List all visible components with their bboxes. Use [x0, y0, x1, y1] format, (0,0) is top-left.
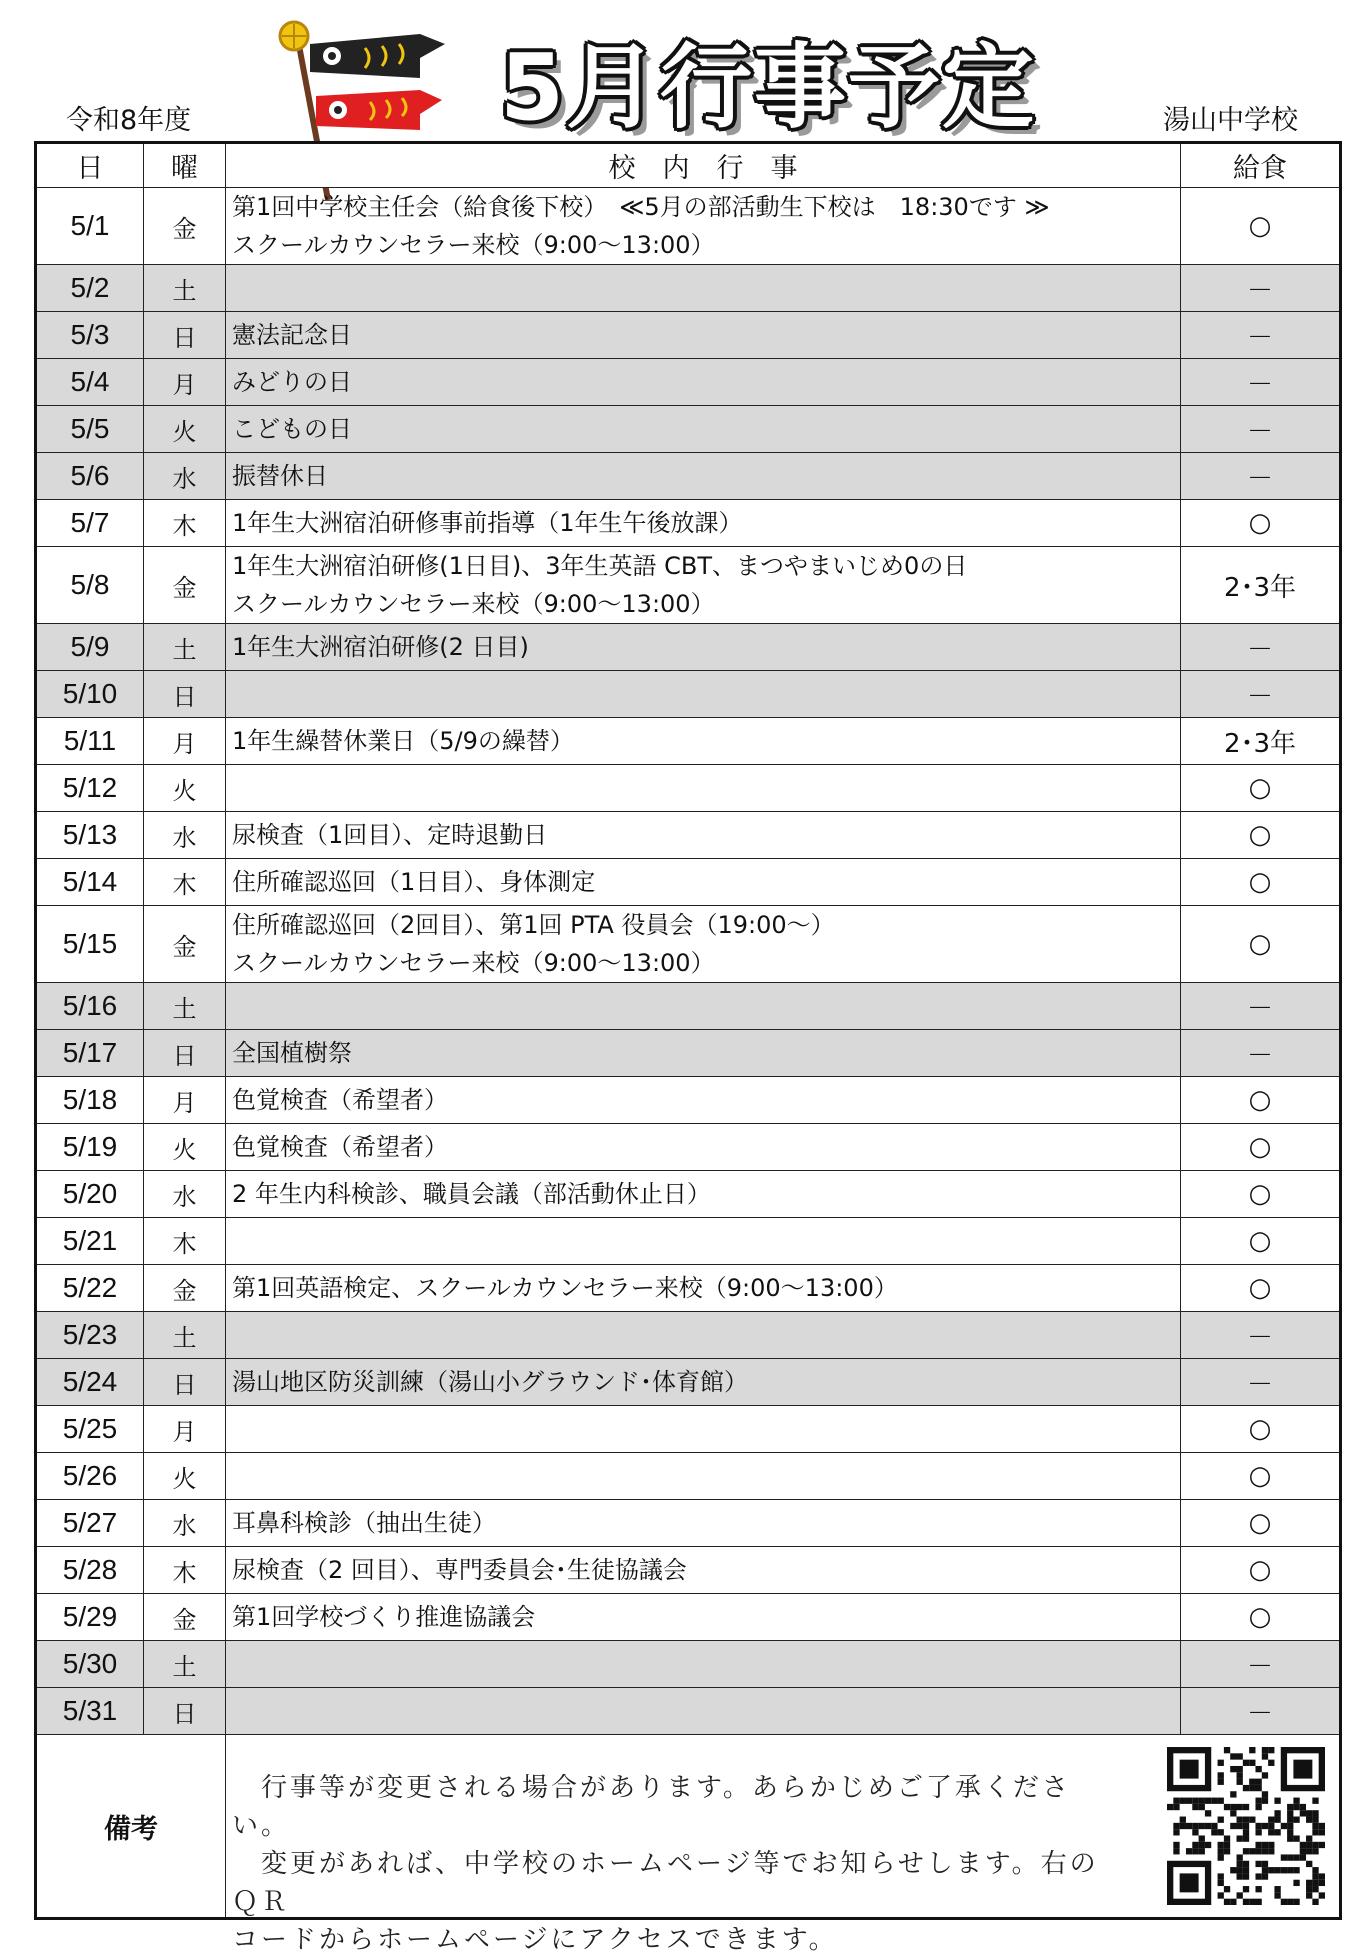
row-events [226, 406, 1181, 453]
row-date: 5/15 [36, 906, 144, 983]
header-events: 校 内 行 事 [226, 143, 1181, 188]
schedule-row [36, 1500, 1341, 1547]
row-events [226, 1359, 1181, 1406]
event-line: 第1回中学校主任会（給食後下校） ≪5月の部活動生下校は 18:30です ≫ [232, 193, 1050, 221]
row-day-of-week: 日 [144, 1030, 226, 1077]
notes-line: 変更があれば、中学校のホームページ等でお知らせします。右のＱＲ [232, 1849, 1099, 1917]
event-line: 第1回学校づくり推進協議会 [232, 1603, 536, 1631]
row-lunch: － [1181, 453, 1341, 500]
schedule-row [36, 1030, 1341, 1077]
schedule-row [36, 1547, 1341, 1594]
row-events [226, 983, 1181, 1030]
row-day-of-week: 金 [144, 1594, 226, 1641]
row-date: 5/26 [36, 1453, 144, 1500]
row-events [226, 1594, 1181, 1641]
row-events [226, 718, 1181, 765]
row-date: 5/8 [36, 547, 144, 624]
row-date: 5/25 [36, 1406, 144, 1453]
schedule-row [36, 265, 1341, 312]
row-date: 5/16 [36, 983, 144, 1030]
event-line: スクールカウンセラー来校（9:00～13:00） [232, 231, 715, 259]
row-lunch: － [1181, 359, 1341, 406]
row-date: 5/9 [36, 624, 144, 671]
row-lunch: ○ [1181, 1547, 1341, 1594]
row-day-of-week: 水 [144, 453, 226, 500]
event-line: 耳鼻科検診（抽出生徒） [232, 1509, 496, 1537]
row-date: 5/13 [36, 812, 144, 859]
schedule-row [36, 1265, 1341, 1312]
event-line: 色覚検査（希望者） [232, 1133, 448, 1161]
row-events [226, 1030, 1181, 1077]
schedule-row [36, 624, 1341, 671]
header-lunch: 給食 [1181, 143, 1341, 188]
row-events [226, 1500, 1181, 1547]
schedule-row [36, 1406, 1341, 1453]
row-lunch: 2･3年 [1181, 547, 1341, 624]
row-lunch: ○ [1181, 188, 1341, 265]
row-day-of-week: 月 [144, 359, 226, 406]
notes-row [36, 1735, 1341, 1919]
row-events [226, 1453, 1181, 1500]
row-day-of-week: 日 [144, 1359, 226, 1406]
row-events [226, 500, 1181, 547]
schedule-row [36, 983, 1341, 1030]
schedule-row [36, 547, 1341, 624]
row-lunch: ○ [1181, 906, 1341, 983]
row-events [226, 1171, 1181, 1218]
fiscal-year-label: 令和8年度 [66, 105, 192, 136]
schedule-row [36, 718, 1341, 765]
row-day-of-week: 火 [144, 1453, 226, 1500]
row-events [226, 906, 1181, 983]
row-events [226, 1312, 1181, 1359]
schedule-row [36, 906, 1341, 983]
row-events [226, 359, 1181, 406]
row-date: 5/23 [36, 1312, 144, 1359]
event-line: 憲法記念日 [232, 321, 352, 349]
row-lunch: － [1181, 1030, 1341, 1077]
row-events [226, 1406, 1181, 1453]
row-day-of-week: 木 [144, 500, 226, 547]
event-line: こどもの日 [232, 415, 352, 443]
row-date: 5/7 [36, 500, 144, 547]
event-line: スクールカウンセラー来校（9:00～13:00） [232, 949, 715, 977]
event-line: 1年生繰替休業日（5/9の繰替） [232, 727, 574, 755]
schedule-row [36, 1124, 1341, 1171]
row-day-of-week: 火 [144, 765, 226, 812]
schedule-row [36, 312, 1341, 359]
row-day-of-week: 木 [144, 859, 226, 906]
header-day-of-week: 曜 [144, 143, 226, 188]
row-events [226, 765, 1181, 812]
row-day-of-week: 木 [144, 1218, 226, 1265]
qr-code-icon[interactable] [1167, 1747, 1325, 1905]
schedule-row [36, 1171, 1341, 1218]
schedule-row [36, 812, 1341, 859]
event-line: 住所確認巡回（2回目）、第1回 PTA 役員会（19:00～） [232, 911, 835, 939]
row-lunch: － [1181, 1359, 1341, 1406]
row-date: 5/22 [36, 1265, 144, 1312]
row-lunch: － [1181, 312, 1341, 359]
event-line: 2 年生内科検診、職員会議（部活動休止日） [232, 1180, 711, 1208]
row-events [226, 1218, 1181, 1265]
row-day-of-week: 土 [144, 1312, 226, 1359]
page-title: 5月行事予定 [500, 34, 1037, 141]
schedule-row [36, 188, 1341, 265]
row-day-of-week: 金 [144, 547, 226, 624]
header-date: 日 [36, 143, 144, 188]
row-lunch: ○ [1181, 500, 1341, 547]
event-line: 湯山地区防災訓練（湯山小グラウンド･体育館） [232, 1368, 748, 1396]
notes-line: 行事等が変更される場合があります。あらかじめご了承ください。 [232, 1773, 1071, 1841]
row-day-of-week: 土 [144, 624, 226, 671]
row-day-of-week: 日 [144, 671, 226, 718]
row-date: 5/18 [36, 1077, 144, 1124]
row-day-of-week: 水 [144, 1171, 226, 1218]
event-line: 色覚検査（希望者） [232, 1086, 448, 1114]
row-lunch: － [1181, 406, 1341, 453]
row-events [226, 265, 1181, 312]
schedule-row [36, 453, 1341, 500]
schedule-body [36, 188, 1341, 1735]
event-line: 1年生大洲宿泊研修(2 日目) [232, 633, 529, 661]
schedule-row [36, 765, 1341, 812]
row-day-of-week: 火 [144, 406, 226, 453]
schedule-row [36, 1359, 1341, 1406]
row-events [226, 1077, 1181, 1124]
row-day-of-week: 月 [144, 1077, 226, 1124]
schedule-row [36, 1453, 1341, 1500]
row-lunch: ○ [1181, 812, 1341, 859]
row-day-of-week: 土 [144, 1641, 226, 1688]
row-lunch: － [1181, 265, 1341, 312]
row-date: 5/27 [36, 1500, 144, 1547]
row-lunch: ○ [1181, 1500, 1341, 1547]
row-day-of-week: 水 [144, 812, 226, 859]
row-date: 5/31 [36, 1688, 144, 1735]
event-line: 第1回英語検定、スクールカウンセラー来校（9:00～13:00） [232, 1274, 898, 1302]
table-header-row [36, 143, 1341, 188]
event-line: 尿検査（2 回目）、専門委員会･生徒協議会 [232, 1556, 687, 1584]
schedule-row [36, 1218, 1341, 1265]
row-date: 5/1 [36, 188, 144, 265]
event-line: 1年生大洲宿泊研修事前指導（1年生午後放課） [232, 509, 743, 537]
row-date: 5/6 [36, 453, 144, 500]
row-day-of-week: 日 [144, 312, 226, 359]
row-events [226, 671, 1181, 718]
schedule-row [36, 500, 1341, 547]
row-date: 5/12 [36, 765, 144, 812]
notes-text [232, 1769, 1112, 1959]
row-date: 5/14 [36, 859, 144, 906]
row-day-of-week: 金 [144, 188, 226, 265]
row-date: 5/17 [36, 1030, 144, 1077]
row-day-of-week: 土 [144, 265, 226, 312]
row-lunch: ○ [1181, 1265, 1341, 1312]
row-lunch: 2･3年 [1181, 718, 1341, 765]
row-day-of-week: 木 [144, 1547, 226, 1594]
row-lunch: － [1181, 983, 1341, 1030]
schedule-row [36, 1312, 1341, 1359]
row-events [226, 1124, 1181, 1171]
row-events [226, 859, 1181, 906]
row-lunch: － [1181, 1641, 1341, 1688]
row-day-of-week: 金 [144, 1265, 226, 1312]
row-lunch: － [1181, 624, 1341, 671]
schedule-row [36, 1594, 1341, 1641]
row-day-of-week: 水 [144, 1500, 226, 1547]
row-lunch: ○ [1181, 1218, 1341, 1265]
row-date: 5/2 [36, 265, 144, 312]
row-events [226, 547, 1181, 624]
row-lunch: ○ [1181, 1594, 1341, 1641]
row-events [226, 1547, 1181, 1594]
row-events [226, 188, 1181, 265]
row-date: 5/19 [36, 1124, 144, 1171]
row-date: 5/30 [36, 1641, 144, 1688]
schedule-row [36, 1077, 1341, 1124]
schedule-row [36, 359, 1341, 406]
notes-body [226, 1735, 1341, 1955]
event-line: 住所確認巡回（1日目）、身体測定 [232, 868, 596, 896]
event-line: 振替休日 [232, 462, 328, 490]
row-date: 5/29 [36, 1594, 144, 1641]
schedule-row [36, 671, 1341, 718]
row-date: 5/28 [36, 1547, 144, 1594]
row-events [226, 1265, 1181, 1312]
row-date: 5/24 [36, 1359, 144, 1406]
row-lunch: ○ [1181, 1406, 1341, 1453]
schedule-row [36, 1641, 1341, 1688]
notes-line: コードからホームページにアクセスできます。 [232, 1925, 838, 1955]
school-name: 湯山中学校 [1163, 105, 1298, 136]
row-lunch: ○ [1181, 859, 1341, 906]
event-line: 全国植樹祭 [232, 1039, 352, 1067]
row-lunch: ○ [1181, 765, 1341, 812]
row-lunch: － [1181, 671, 1341, 718]
row-lunch: － [1181, 1688, 1341, 1735]
row-lunch: ○ [1181, 1077, 1341, 1124]
row-lunch: － [1181, 1312, 1341, 1359]
row-events [226, 812, 1181, 859]
row-lunch: ○ [1181, 1171, 1341, 1218]
schedule-table [34, 141, 1342, 1955]
row-day-of-week: 土 [144, 983, 226, 1030]
schedule-row [36, 859, 1341, 906]
row-date: 5/20 [36, 1171, 144, 1218]
schedule-row [36, 406, 1341, 453]
row-events [226, 1688, 1181, 1735]
event-line: 尿検査（1回目）、定時退勤日 [232, 821, 548, 849]
row-date: 5/5 [36, 406, 144, 453]
row-date: 5/4 [36, 359, 144, 406]
row-date: 5/3 [36, 312, 144, 359]
row-events [226, 453, 1181, 500]
row-lunch: ○ [1181, 1453, 1341, 1500]
event-line: 1年生大洲宿泊研修(1日目)、3年生英語 CBT、まつやまいじめ0の日 [232, 552, 968, 580]
row-day-of-week: 月 [144, 718, 226, 765]
row-events [226, 312, 1181, 359]
row-day-of-week: 金 [144, 906, 226, 983]
event-line: スクールカウンセラー来校（9:00～13:00） [232, 590, 715, 618]
row-lunch: ○ [1181, 1124, 1341, 1171]
row-day-of-week: 火 [144, 1124, 226, 1171]
row-events [226, 624, 1181, 671]
row-events [226, 1641, 1181, 1688]
row-date: 5/10 [36, 671, 144, 718]
row-date: 5/21 [36, 1218, 144, 1265]
row-date: 5/11 [36, 718, 144, 765]
notes-label: 備考 [36, 1735, 226, 1919]
row-day-of-week: 月 [144, 1406, 226, 1453]
row-day-of-week: 日 [144, 1688, 226, 1735]
schedule-row [36, 1688, 1341, 1735]
event-line: みどりの日 [232, 368, 352, 396]
